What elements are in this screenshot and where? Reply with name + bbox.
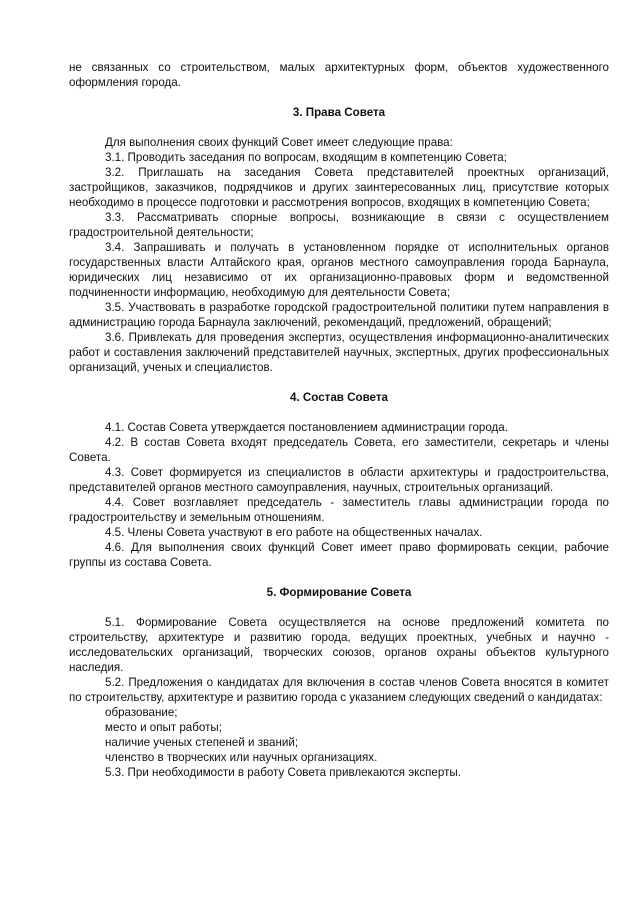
- section-5-title: 5. Формирование Совета: [266, 586, 412, 599]
- clause-4-2: 4.2. В состав Совета входят председатель Совета, его заместители, секретарь и члены Совета.: [69, 436, 609, 464]
- section-3-title: 3. Права Совета: [292, 106, 386, 119]
- document-page: [69, 60, 609, 780]
- clause-4-5: 4.5. Члены Совета участвуют в его работе на общественных началах.: [105, 526, 483, 539]
- clause-3-5: 3.5. Участвовать в разработке городской градостроительной политики путем направления в администрацию города Барнаула заключений, рекомендаций, предложений, обращений;: [69, 301, 609, 329]
- section-3-lead: Для выполнения своих функций Совет имеет следующие права:: [105, 136, 453, 149]
- clause-3-3: 3.3. Рассматривать спорные вопросы, возникающие в связи с осуществлением градостроительной деятельности;: [69, 211, 609, 239]
- section-4-title: 4. Состав Совета: [290, 391, 388, 404]
- clause-3-2: 3.2. Приглашать на заседания Совета представителей проектных организаций, застройщиков, заказчиков, подрядчиков и других заинтересованных лиц, присутствие которых необходимо в процессе подготовки и рассмотрения вопросов, входящих в компетенцию Совета;: [69, 166, 609, 209]
- intro-paragraph: не связанных со строительством, малых архитектурных форм, объектов художественного оформления города.: [69, 61, 609, 89]
- clause-4-1: 4.1. Состав Совета утверждается постановлением администрации города.: [105, 421, 508, 434]
- clause-5-3: 5.3. При необходимости в работу Совета привлекаются эксперты.: [105, 766, 461, 779]
- clause-4-6: 4.6. Для выполнения своих функций Совет имеет право формировать секции, рабочие группы из состава Совета.: [69, 541, 609, 569]
- list-item: место и опыт работы;: [105, 721, 222, 734]
- clause-5-2: 5.2. Предложения о кандидатах для включения в состав членов Совета вносятся в комитет по строительству, архитектуре и развитию города с указанием следующих сведений о кандидатах:: [69, 676, 609, 704]
- clause-4-3: 4.3. Совет формируется из специалистов в области архитектуры и градостроительства, представителей органов местного самоуправления, научных, строительных организаций.: [69, 466, 609, 494]
- list-item: образование;: [105, 706, 178, 719]
- clause-3-1: 3.1. Проводить заседания по вопросам, входящим в компетенцию Совета;: [105, 151, 507, 164]
- clause-3-4: 3.4. Запрашивать и получать в установленном порядке от исполнительных органов государственных власти Алтайского края, органов местного самоуправления города Барнаула, юридических лиц независимо от их организационно-правовых форм и ведомственной подчиненности информацию, необходимую для деятельности Совета;: [69, 241, 609, 299]
- clause-3-6: 3.6. Привлекать для проведения экспертиз, осуществления информационно-аналитических работ и составления заключений представителей научных, экспертных, других профессиональных организаций, ученых и специалистов.: [69, 331, 609, 374]
- list-item: членство в творческих или научных организациях.: [105, 751, 378, 764]
- clause-4-4: 4.4. Совет возглавляет председатель - заместитель главы администрации города по градостроительству и земельным отношениям.: [69, 496, 609, 524]
- candidate-info-list: [69, 705, 609, 765]
- list-item: наличие ученых степеней и званий;: [105, 736, 299, 749]
- clause-5-1: 5.1. Формирование Совета осуществляется на основе предложений комитета по строительству, архитектуре и развитию города, ведущих проектных, учебных и научно - исследовательских организаций, творческих союзов, органов охраны объектов культурного наследия.: [69, 616, 609, 674]
